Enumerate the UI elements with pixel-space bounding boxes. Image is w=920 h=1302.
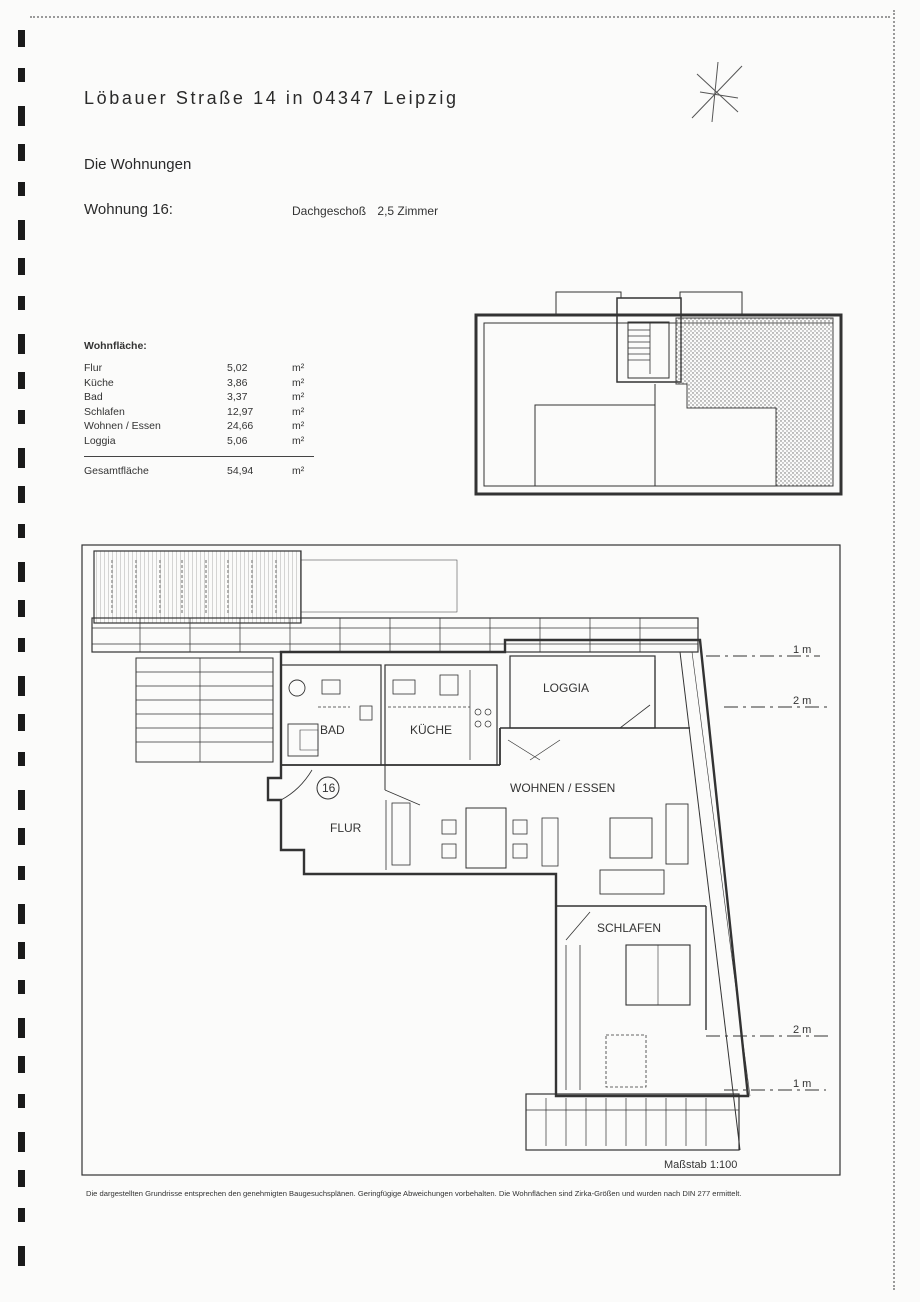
room-label-flur: FLUR [330,821,362,835]
height-marker-1m-bottom: 1 m [793,1078,812,1090]
total-unit: m² [292,465,305,477]
unit-label: Wohnung 16: [84,201,173,218]
scale-label: Maßstab 1:100 [664,1159,738,1171]
room-area: 5,06 [227,434,248,447]
total-area: 54,94 [227,465,254,477]
room-name: Bad [84,391,103,403]
room-unit: m² [292,405,305,418]
room-name: Küche [84,376,114,389]
floor-plan [82,545,840,1175]
room-label-loggia: LOGGIA [543,681,590,695]
unit-highlight [676,318,833,486]
key-plan [476,292,841,494]
room-area: 3,37 [227,391,248,403]
rooms-label: 2,5 Zimmer [377,204,439,218]
address-title: Löbauer Straße 14 in 04347 Leipzig [84,88,459,108]
room-area: 3,86 [227,376,248,389]
room-label-wohnen: WOHNEN / ESSEN [510,781,616,795]
room-name: Schlafen [84,405,125,418]
room-name: Flur [84,362,103,374]
room-unit: m² [292,362,305,374]
room-unit: m² [292,376,305,389]
area-table-heading: Wohnfläche: [84,340,147,352]
room-name: Wohnen / Essen [84,420,161,432]
room-area: 5,02 [227,362,248,374]
room-name: Loggia [84,434,116,447]
room-label-schlafen: SCHLAFEN [597,921,662,935]
floor-label: Dachgeschoß [292,204,367,218]
unit-number: 16 [322,781,336,795]
disclaimer-footnote: Die dargestellten Grundrisse entsprechen den genehmigten Baugesuchsplänen. Geringfügige Abweichungen vorbehalten. Die Wohnflächen sind Zirka-Größen und wurden nach DIN 277 ermittelt. [86,1189,742,1198]
height-marker-1m-top: 1 m [793,644,812,656]
room-area: 12,97 [227,405,254,418]
room-label-kueche: KÜCHE [410,723,453,737]
room-unit: m² [292,391,305,403]
room-unit: m² [292,420,305,432]
room-unit: m² [292,434,305,447]
total-name: Gesamtfläche [84,465,149,477]
height-marker-2m-bottom: 2 m [793,1024,812,1036]
section-title: Die Wohnungen [84,156,192,173]
north-arrow-icon [692,62,742,122]
room-area: 24,66 [227,420,254,432]
height-marker-2m-top: 2 m [793,695,812,707]
room-label-bad: BAD [320,723,345,737]
